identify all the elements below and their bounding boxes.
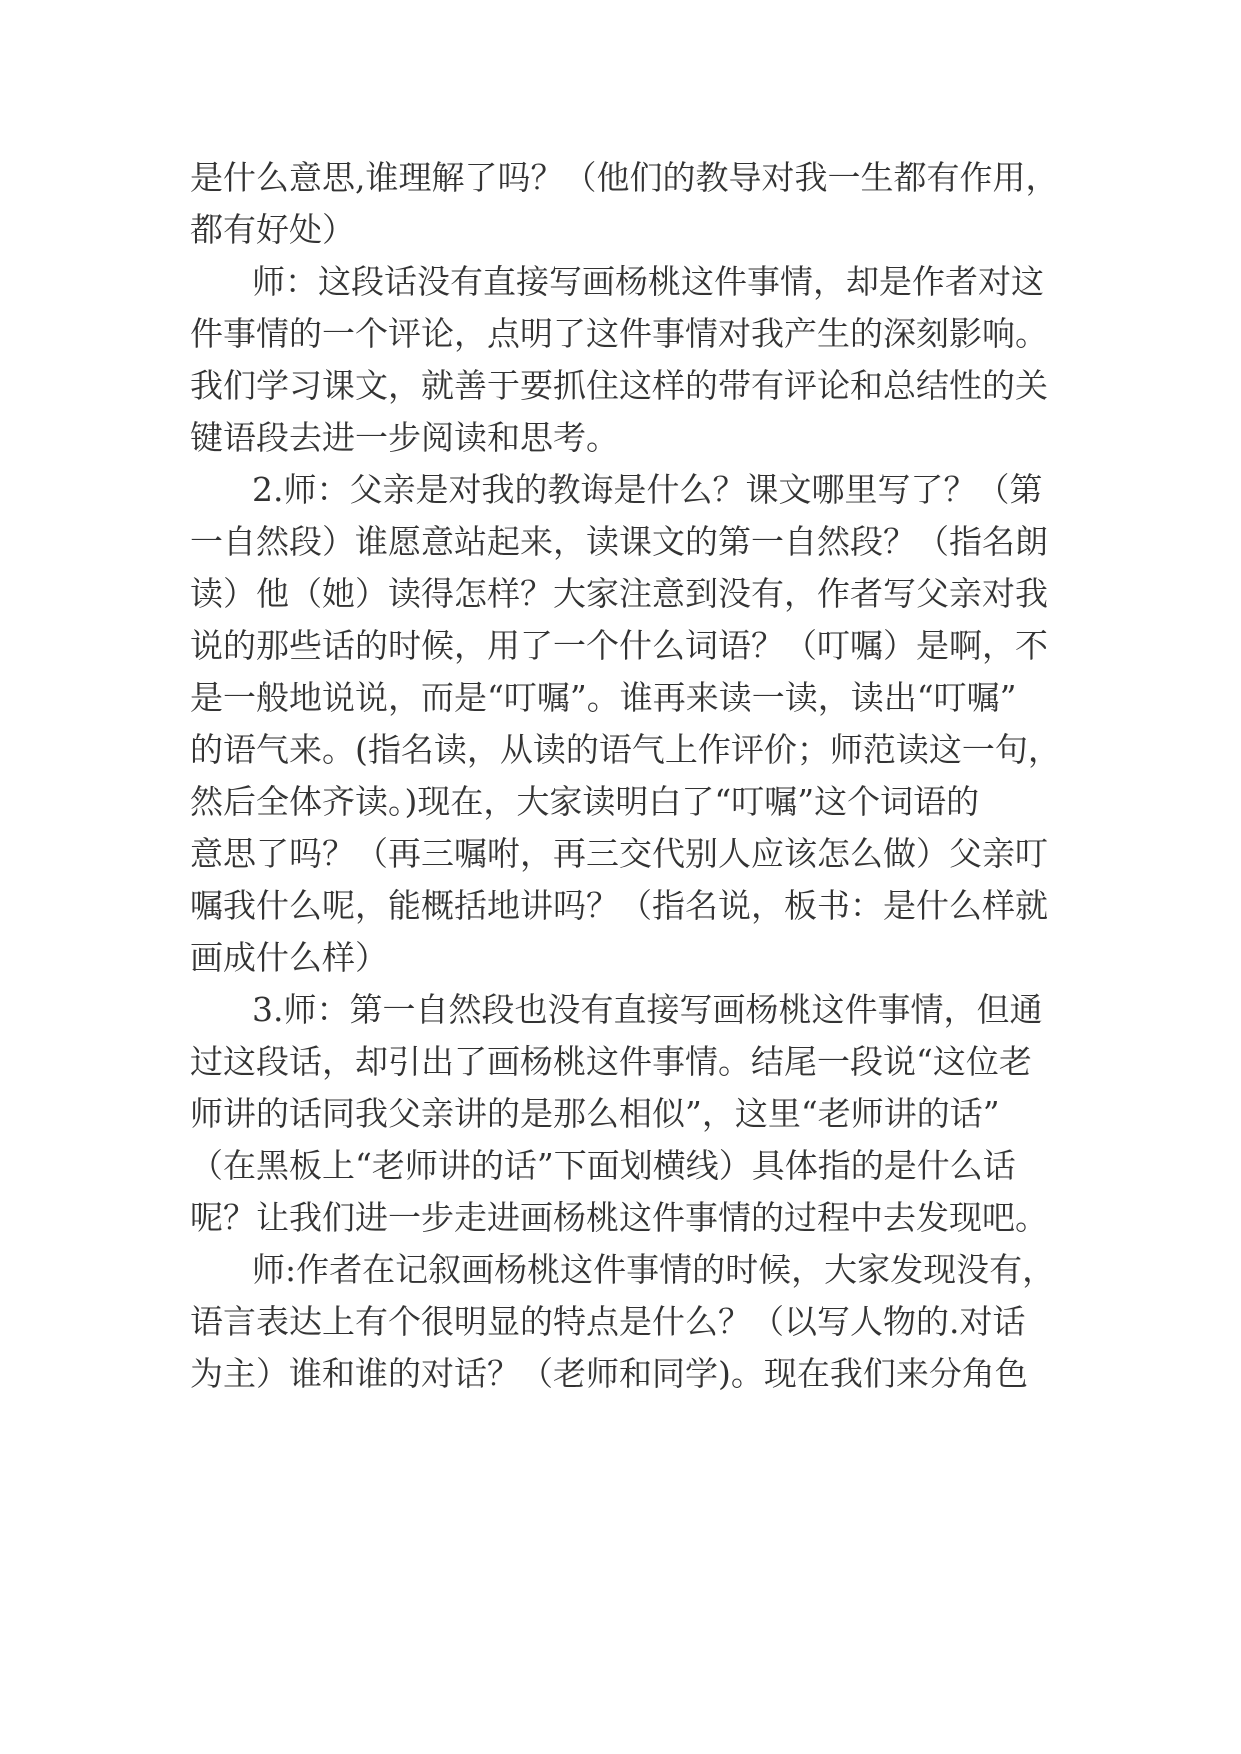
text-line: 嘱我什么呢，能概括地讲吗？（指名说，板书：是什么样就 [190,886,1048,925]
text-line: 3.师：第一自然段也没有直接写画杨桃这件事情，但通 [252,990,1043,1029]
text-line: 读）他（她）读得怎样？大家注意到没有，作者写父亲对我 [190,574,1048,613]
paragraph [190,464,1060,984]
text-line: 师讲的话同我父亲讲的是那么相似”，这里“老师讲的话” [190,1094,1000,1133]
text-line: 画成什么样） [190,938,388,977]
text-line: 为主）谁和谁的对话？（老师和同学)。现在我们来分角色 [190,1354,1028,1393]
text-line: 键语段去进一步阅读和思考。 [190,418,619,457]
text-line: 是一般地说说，而是“叮嘱”。谁再来读一读，读出“叮嘱” [190,678,1017,717]
text-line: 师:作者在记叙画杨桃这件事情的时候，大家发现没有， [252,1250,1056,1289]
paragraph [190,256,1060,464]
text-line: 的语气来。(指名读，从读的语气上作评价；师范读这一句， [190,730,1061,769]
text-line: （在黑板上“老师讲的话”下面划横线）具体指的是什么话 [190,1146,1016,1185]
text-line: 过这段话，却引出了画杨桃这件事情。结尾一段说“这位老 [190,1042,1032,1081]
text-line: 意思了吗？（再三嘱咐，再三交代别人应该怎么做）父亲叮 [190,834,1048,873]
text-line: 语言表达上有个很明显的特点是什么？（以写人物的.对话 [190,1302,1026,1341]
text-line: 都有好处） [190,210,355,249]
text-line: 师：这段话没有直接写画杨桃这件事情，却是作者对这 [252,262,1044,301]
paragraph [190,1244,1060,1400]
text-line: 一自然段）谁愿意站起来，读课文的第一自然段？（指名朗 [190,522,1048,561]
text-line: 呢？让我们进一步走进画杨桃这件事情的过程中去发现吧。 [190,1198,1048,1237]
document-body [190,152,1060,1400]
text-line: 然后全体齐读。)现在，大家读明白了“叮嘱”这个词语的 [190,782,980,821]
paragraph [190,152,1060,256]
text-line: 件事情的一个评论，点明了这件事情对我产生的深刻影响。 [190,314,1048,353]
paragraph [190,984,1060,1244]
text-line: 我们学习课文，就善于要抓住这样的带有评论和总结性的关 [190,366,1048,405]
text-line: 2.师：父亲是对我的教诲是什么？课文哪里写了？（第 [252,470,1043,509]
text-line: 是什么意思,谁理解了吗？（他们的教导对我一生都有作用， [190,158,1059,197]
text-line: 说的那些话的时候，用了一个什么词语？（叮嘱）是啊，不 [190,626,1048,665]
